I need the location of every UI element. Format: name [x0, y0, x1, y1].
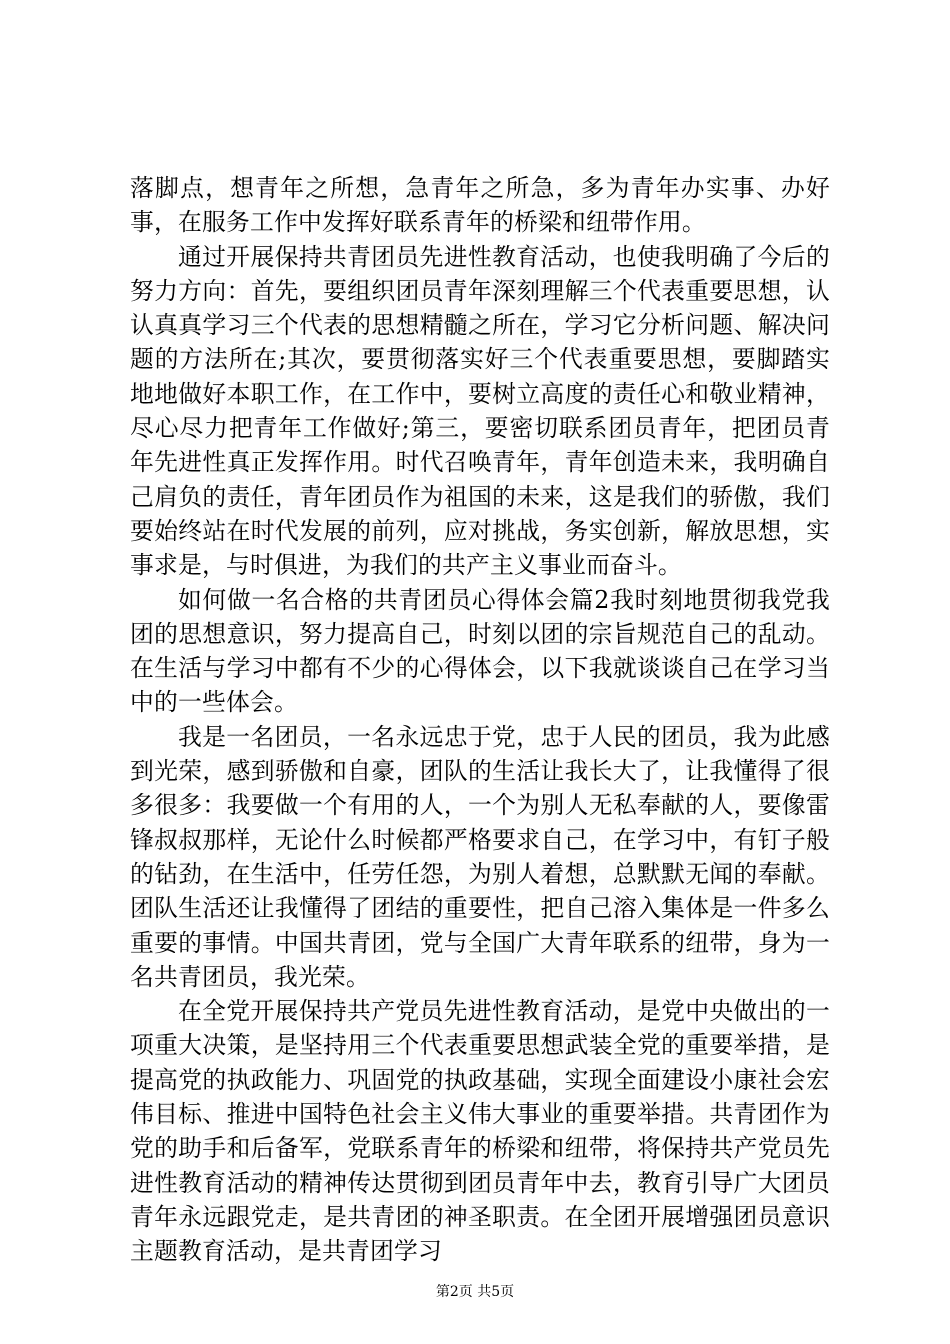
page-number-label: 第2页 共5页 — [435, 1284, 515, 1300]
paragraph-5: 在全党开展保持共产党员先进性教育活动，是党中央做出的一项重大决策，是坚持用三个代表重要思想武装全党的重要举措，是提高党的执政能力、巩固党的执政基础，实现全面建设小康社会宏伟目标、推进中国特色社会主义伟大事业的重要举措。共青团作为党的助手和后备军，党联系青年的桥梁和纽带，将保持共产党员先进性教育活动的精神传达贯彻到团员青年中去，教育引导广大团员青年永远跟党走，是共青团的神圣职责。在全团开展增强团员意识主题教育活动，是共青团学习 — [130, 997, 830, 1266]
page-footer — [0, 1283, 950, 1301]
paragraph-1: 落脚点，想青年之所想，急青年之所急，多为青年办实事、办好事，在服务工作中发挥好联系青年的桥梁和纽带作用。 — [130, 174, 830, 237]
paragraph-4: 我是一名团员，一名永远忠于党，忠于人民的团员，我为此感到光荣，感到骄傲和自豪，团队的生活让我长大了，让我懂得了很多很多：我要做一个有用的人，一个为别人无私奉献的人，要像雷锋叔叔那样，无论什么时候都严格要求自己，在学习中，有钉子般的钻劲，在生活中，任劳任怨，为别人着想，总默默无闻的奉献。团队生活还让我懂得了团结的重要性，把自己溶入集体是一件多么重要的事情。中国共青团，党与全国广大青年联系的纽带，身为一名共青团员，我光荣。 — [130, 722, 830, 991]
paragraph-2: 通过开展保持共青团员先进性教育活动，也使我明确了今后的努力方向：首先，要组织团员青年深刻理解三个代表重要思想，认认真真学习三个代表的思想精髓之所在，学习它分析问题、解决问题的方法所在;其次，要贯彻落实好三个代表重要思想，要脚踏实地地做好本职工作，在工作中，要树立高度的责任心和敬业精神，尽心尽力把青年工作做好;第三，要密切联系团员青年，把团员青年先进性真正发挥作用。时代召唤青年，青年创造未来，我明确自己肩负的责任，青年团员作为祖国的未来，这是我们的骄傲，我们要始终站在时代发展的前列，应对挑战，务实创新，解放思想，实事求是，与时俱进，为我们的共产主义事业而奋斗。 — [130, 242, 830, 580]
document-body — [130, 171, 830, 1269]
paragraph-3: 如何做一名合格的共青团员心得体会篇2我时刻地贯彻我党我团的思想意识，努力提高自己，时刻以团的宗旨规范自己的乱动。在生活与学习中都有不少的心得体会，以下我就谈谈自己在学习当中的一些体会。 — [130, 585, 830, 717]
